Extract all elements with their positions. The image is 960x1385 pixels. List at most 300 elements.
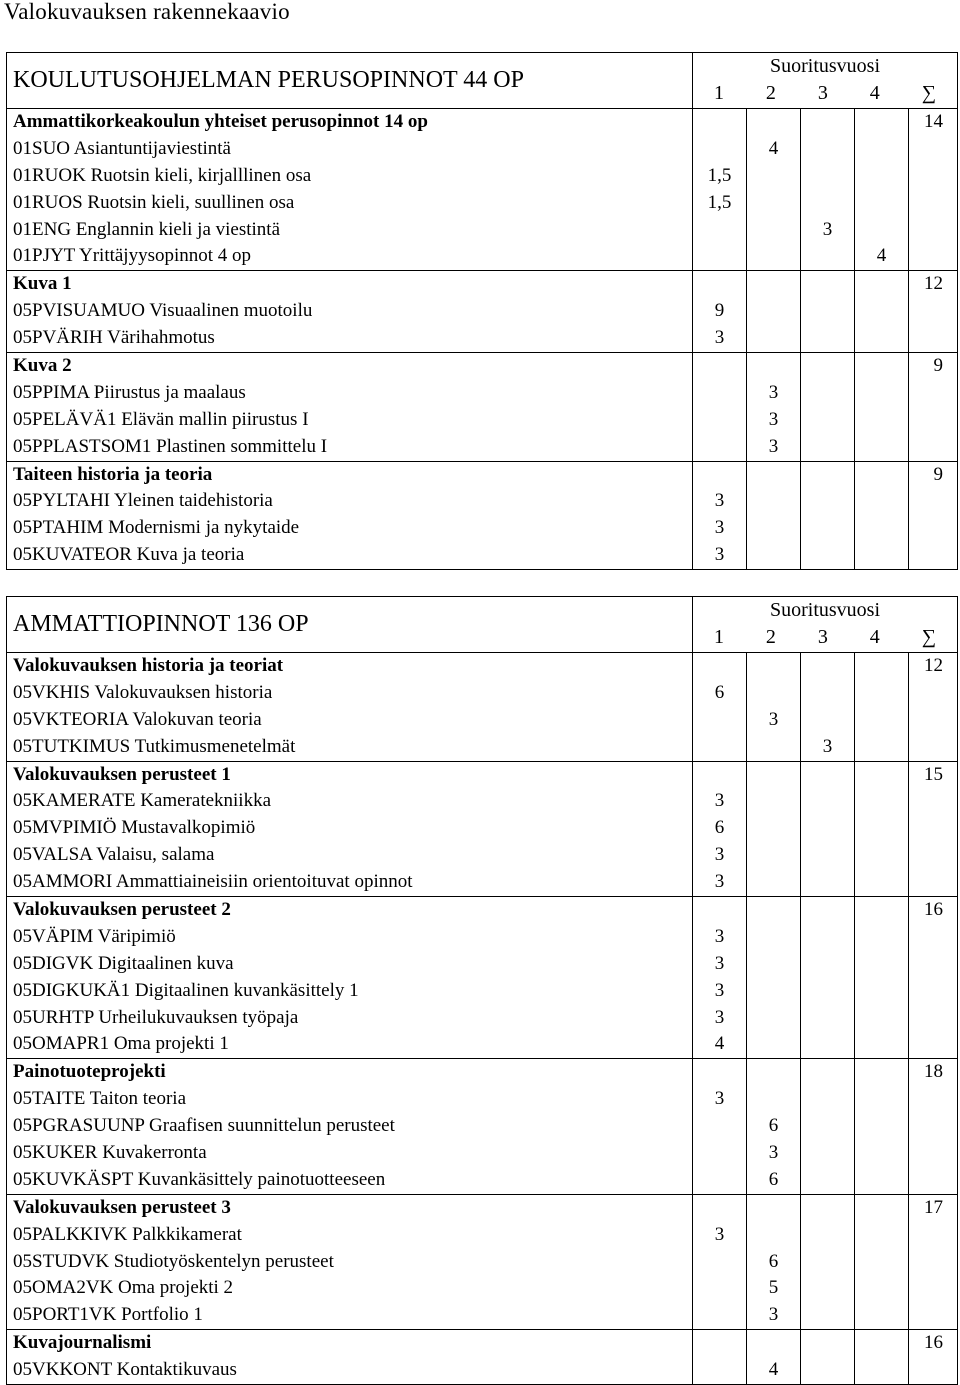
empty-credits xyxy=(855,542,908,569)
group-title-spacer xyxy=(855,1195,908,1222)
group-title-spacer xyxy=(693,353,746,380)
group-title-spacer xyxy=(747,1330,800,1357)
empty-credits xyxy=(693,1357,746,1384)
empty-credits xyxy=(747,680,800,707)
year-3-cell xyxy=(801,897,855,1059)
empty-credits xyxy=(801,680,854,707)
course-credits: 6 xyxy=(714,817,725,839)
empty-credits xyxy=(747,325,800,352)
year-numbers xyxy=(693,80,957,107)
course-list-cell xyxy=(7,1330,693,1385)
group-title-spacer xyxy=(855,353,908,380)
group-title-spacer xyxy=(693,897,746,924)
year-1-cell xyxy=(693,1194,747,1329)
course-list-cell xyxy=(7,1059,693,1194)
group-total: 16 xyxy=(924,1332,944,1354)
empty-credits xyxy=(747,190,800,217)
year-3-cell xyxy=(801,653,855,762)
course-group-row xyxy=(7,1330,958,1385)
year-4-cell xyxy=(855,653,909,762)
course-credits: 3 xyxy=(768,1142,779,1164)
empty-credits xyxy=(855,869,908,896)
course-name: 05PELÄVÄ1 Elävän mallin piirustus I xyxy=(13,408,309,430)
empty-credits xyxy=(855,734,908,761)
empty-credits xyxy=(801,542,854,569)
group-total-cell xyxy=(909,461,958,570)
course-credits: 3 xyxy=(714,871,725,893)
course-list-cell xyxy=(7,1194,693,1329)
empty-credits xyxy=(747,1031,800,1058)
empty-credits xyxy=(747,515,800,542)
empty-credits xyxy=(747,1222,800,1249)
empty-credits xyxy=(855,1140,908,1167)
course-list-cell xyxy=(7,271,693,353)
empty-credits xyxy=(855,190,908,217)
year-number: 3 xyxy=(817,81,828,104)
group-title-spacer xyxy=(855,462,908,489)
group-title-spacer xyxy=(747,271,800,298)
section-heading: KOULUTUSOHJELMAN PERUSOPINNOT 44 OP xyxy=(13,67,524,94)
empty-credits xyxy=(801,1086,854,1113)
empty-credits xyxy=(801,842,854,869)
course-name: 05URHTP Urheilukuvauksen työpaja xyxy=(13,1006,299,1028)
empty-credits xyxy=(801,1113,854,1140)
year-2-cell xyxy=(747,109,801,271)
year-1-cell xyxy=(693,109,747,271)
course-list-cell xyxy=(7,109,693,271)
empty-credits xyxy=(801,1222,854,1249)
table-header-row xyxy=(7,597,958,653)
empty-credits xyxy=(801,1005,854,1032)
course-name: 05PPLASTSOM1 Plastinen sommittelu I xyxy=(13,435,328,457)
course-name: 05TAITE Taiton teoria xyxy=(13,1088,187,1110)
empty-credits xyxy=(855,515,908,542)
empty-credits xyxy=(855,842,908,869)
year-3-cell xyxy=(801,1330,855,1385)
year-1-cell xyxy=(693,761,747,896)
course-name: 05KAMERATE Kameratekniikka xyxy=(13,790,272,812)
course-name: 05VKKONT Kontaktikuvaus xyxy=(13,1359,237,1381)
page-title: Valokuvauksen rakennekaavio xyxy=(4,0,290,24)
group-title-spacer xyxy=(801,897,854,924)
empty-credits xyxy=(693,407,746,434)
year-number: 3 xyxy=(817,625,828,648)
year-3-cell xyxy=(801,271,855,353)
empty-credits xyxy=(855,1167,908,1194)
group-total-cell xyxy=(909,897,958,1059)
empty-credits xyxy=(747,217,800,244)
course-credits: 3 xyxy=(714,1088,725,1110)
empty-credits xyxy=(855,1086,908,1113)
course-credits: 3 xyxy=(714,790,725,812)
year-number: 4 xyxy=(869,81,880,104)
course-credits: 6 xyxy=(768,1115,779,1137)
group-title: Valokuvauksen perusteet 3 xyxy=(13,1196,231,1218)
group-total-cell xyxy=(909,1194,958,1329)
group-total-cell xyxy=(909,1059,958,1194)
empty-credits xyxy=(693,1167,746,1194)
course-group-row xyxy=(7,109,958,271)
empty-credits xyxy=(855,488,908,515)
course-name: 05OMAPR1 Oma projekti 1 xyxy=(13,1033,229,1055)
empty-credits xyxy=(855,217,908,244)
year-1-cell xyxy=(693,271,747,353)
course-credits: 1,5 xyxy=(707,191,732,213)
group-title-spacer xyxy=(855,1059,908,1086)
year-3-cell xyxy=(801,1194,855,1329)
course-name: 05MVPIMIÖ Mustavalkopimiö xyxy=(13,817,256,839)
empty-credits xyxy=(747,1005,800,1032)
group-title-spacer xyxy=(855,897,908,924)
group-total: 9 xyxy=(933,463,944,485)
course-name: 05PVÄRIH Värihahmotus xyxy=(13,327,215,349)
empty-credits xyxy=(693,1302,746,1329)
empty-credits xyxy=(747,788,800,815)
course-group-row xyxy=(7,761,958,896)
empty-credits xyxy=(693,1140,746,1167)
course-credits: 3 xyxy=(714,844,725,866)
empty-credits xyxy=(801,243,854,270)
group-total-cell xyxy=(909,109,958,271)
course-name: 05KUVKÄSPT Kuvankäsittely painotuotteeseen xyxy=(13,1168,386,1190)
empty-credits xyxy=(855,298,908,325)
course-credits: 4 xyxy=(714,1033,725,1055)
year-1-cell xyxy=(693,653,747,762)
empty-credits xyxy=(747,869,800,896)
year-number: ∑ xyxy=(921,81,936,104)
course-name: 05VALSA Valaisu, salama xyxy=(13,844,215,866)
course-name: 05VKTEORIA Valokuvan teoria xyxy=(13,708,262,730)
year-4-cell xyxy=(855,461,909,570)
year-3-cell xyxy=(801,353,855,462)
empty-credits xyxy=(801,978,854,1005)
year-number: ∑ xyxy=(921,625,936,648)
empty-credits xyxy=(801,788,854,815)
course-credits: 3 xyxy=(714,952,725,974)
course-name: 05PTAHIM Modernismi ja nykytaide xyxy=(13,517,300,539)
course-group-row xyxy=(7,353,958,462)
section-heading-cell xyxy=(7,597,693,653)
course-name: 05KUKER Kuvakerronta xyxy=(13,1142,207,1164)
course-list-cell xyxy=(7,653,693,762)
year-1-cell xyxy=(693,1330,747,1385)
year-3-cell xyxy=(801,1059,855,1194)
empty-credits xyxy=(747,1086,800,1113)
course-group-row xyxy=(7,653,958,762)
year-number: 4 xyxy=(869,625,880,648)
group-title-spacer xyxy=(855,653,908,680)
empty-credits xyxy=(855,136,908,163)
group-total: 16 xyxy=(924,899,944,921)
group-title-spacer xyxy=(801,1195,854,1222)
course-name: 05DIGVK Digitaalinen kuva xyxy=(13,952,234,974)
section-heading: AMMATTIOPINNOT 136 OP xyxy=(13,611,309,638)
group-title-spacer xyxy=(693,109,746,136)
group-title-spacer xyxy=(747,462,800,489)
empty-credits xyxy=(801,407,854,434)
course-name: 05PPIMA Piirustus ja maalaus xyxy=(13,381,246,403)
empty-credits xyxy=(801,298,854,325)
group-total-cell xyxy=(909,353,958,462)
year-header-cell xyxy=(693,53,958,109)
course-credits: 3 xyxy=(768,708,779,730)
group-total: 14 xyxy=(924,111,944,132)
group-total-cell xyxy=(909,653,958,762)
group-title-spacer xyxy=(693,1059,746,1086)
course-group-row xyxy=(7,897,958,1059)
course-name: 05PALKKIVK Palkkikamerat xyxy=(13,1223,242,1245)
empty-credits xyxy=(747,542,800,569)
group-title-spacer xyxy=(693,1330,746,1357)
year-2-cell xyxy=(747,271,801,353)
course-credits: 6 xyxy=(768,1250,779,1272)
course-name: 01SUO Asiantuntijaviestintä xyxy=(13,137,231,159)
year-header-label: Suoritusvuosi xyxy=(769,599,881,621)
group-title-spacer xyxy=(855,1330,908,1357)
empty-credits xyxy=(855,1357,908,1384)
group-title-spacer xyxy=(693,462,746,489)
course-credits: 5 xyxy=(768,1277,779,1299)
course-credits: 3 xyxy=(768,381,779,403)
course-credits: 3 xyxy=(714,979,725,1001)
course-name: 05PORT1VK Portfolio 1 xyxy=(13,1304,203,1326)
basic-studies-table xyxy=(6,52,958,570)
empty-credits xyxy=(693,1275,746,1302)
empty-credits xyxy=(801,488,854,515)
empty-credits xyxy=(855,788,908,815)
year-1-cell xyxy=(693,461,747,570)
empty-credits xyxy=(693,734,746,761)
course-name: 05VKHIS Valokuvauksen historia xyxy=(13,681,273,703)
year-2-cell xyxy=(747,653,801,762)
empty-credits xyxy=(693,136,746,163)
group-title: Ammattikorkeakoulun yhteiset perusopinnot 14 op xyxy=(13,111,428,132)
table-header-row xyxy=(7,53,958,109)
empty-credits xyxy=(747,298,800,325)
empty-credits xyxy=(801,190,854,217)
empty-credits xyxy=(747,243,800,270)
empty-credits xyxy=(855,707,908,734)
course-name: 05PGRASUUNP Graafisen suunnittelun perusteet xyxy=(13,1115,395,1137)
empty-credits xyxy=(801,1249,854,1276)
group-title-spacer xyxy=(693,653,746,680)
course-group-row xyxy=(7,461,958,570)
course-group-row xyxy=(7,1194,958,1329)
group-title-spacer xyxy=(801,462,854,489)
year-4-cell xyxy=(855,109,909,271)
empty-credits xyxy=(855,978,908,1005)
year-2-cell xyxy=(747,761,801,896)
group-title-spacer xyxy=(801,762,854,789)
empty-credits xyxy=(855,924,908,951)
group-title: Taiteen historia ja teoria xyxy=(13,463,213,485)
year-4-cell xyxy=(855,897,909,1059)
empty-credits xyxy=(855,1302,908,1329)
group-total: 18 xyxy=(924,1061,944,1083)
empty-credits xyxy=(801,434,854,461)
year-3-cell xyxy=(801,761,855,896)
course-name: 05TUTKIMUS Tutkimusmenetelmät xyxy=(13,735,296,757)
empty-credits xyxy=(855,1031,908,1058)
empty-credits xyxy=(855,815,908,842)
group-title: Kuvajournalismi xyxy=(13,1332,152,1354)
year-1-cell xyxy=(693,897,747,1059)
group-title-spacer xyxy=(801,353,854,380)
group-total-cell xyxy=(909,1330,958,1385)
year-4-cell xyxy=(855,1330,909,1385)
course-credits: 3 xyxy=(714,327,725,349)
year-2-cell xyxy=(747,897,801,1059)
course-credits: 9 xyxy=(714,300,725,322)
empty-credits xyxy=(747,488,800,515)
year-numbers xyxy=(693,624,957,651)
empty-credits xyxy=(855,1249,908,1276)
group-title: Valokuvauksen perusteet 2 xyxy=(13,899,231,921)
year-3-cell xyxy=(801,109,855,271)
empty-credits xyxy=(801,1140,854,1167)
year-2-cell xyxy=(747,1330,801,1385)
course-credits: 3 xyxy=(768,435,779,457)
empty-credits xyxy=(747,924,800,951)
course-list-cell xyxy=(7,353,693,462)
group-total: 12 xyxy=(924,273,944,295)
year-number: 2 xyxy=(765,81,776,104)
empty-credits xyxy=(801,1275,854,1302)
group-title-spacer xyxy=(693,1195,746,1222)
empty-credits xyxy=(693,217,746,244)
course-credits: 4 xyxy=(768,137,779,159)
course-credits: 3 xyxy=(822,735,833,757)
empty-credits xyxy=(801,869,854,896)
year-4-cell xyxy=(855,1059,909,1194)
group-total-cell xyxy=(909,271,958,353)
empty-credits xyxy=(801,1167,854,1194)
year-2-cell xyxy=(747,461,801,570)
group-title-spacer xyxy=(801,1330,854,1357)
course-list-cell xyxy=(7,761,693,896)
year-2-cell xyxy=(747,1194,801,1329)
empty-credits xyxy=(693,1113,746,1140)
course-credits: 3 xyxy=(714,517,725,539)
course-credits: 3 xyxy=(768,408,779,430)
group-title-spacer xyxy=(747,109,800,136)
course-group-row xyxy=(7,271,958,353)
empty-credits xyxy=(693,243,746,270)
year-4-cell xyxy=(855,353,909,462)
group-title-spacer xyxy=(801,271,854,298)
empty-credits xyxy=(855,325,908,352)
professional-studies-table xyxy=(6,596,958,1385)
course-name: 05OMA2VK Oma projekti 2 xyxy=(13,1277,234,1299)
course-credits: 6 xyxy=(714,681,725,703)
year-number: 1 xyxy=(713,81,724,104)
course-name: 01RUOS Ruotsin kieli, suullinen osa xyxy=(13,191,295,213)
empty-credits xyxy=(801,136,854,163)
course-name: 05VÄPIM Väripimiö xyxy=(13,925,176,947)
empty-credits xyxy=(855,434,908,461)
year-number: 1 xyxy=(713,625,724,648)
empty-credits xyxy=(747,842,800,869)
empty-credits xyxy=(693,707,746,734)
course-credits: 1,5 xyxy=(707,164,732,186)
year-number: 2 xyxy=(765,625,776,648)
group-title-spacer xyxy=(693,271,746,298)
empty-credits xyxy=(747,978,800,1005)
course-name: 01PJYT Yrittäjyysopinnot 4 op xyxy=(13,245,252,267)
empty-credits xyxy=(855,1113,908,1140)
course-list-cell xyxy=(7,897,693,1059)
course-credits: 3 xyxy=(714,490,725,512)
group-title: Valokuvauksen historia ja teoriat xyxy=(13,655,284,676)
year-1-cell xyxy=(693,353,747,462)
group-total: 9 xyxy=(933,355,944,377)
empty-credits xyxy=(855,1275,908,1302)
group-title: Valokuvauksen perusteet 1 xyxy=(13,763,231,785)
empty-credits xyxy=(801,815,854,842)
empty-credits xyxy=(747,815,800,842)
course-list-cell xyxy=(7,461,693,570)
empty-credits xyxy=(801,707,854,734)
course-credits: 3 xyxy=(714,544,725,566)
empty-credits xyxy=(801,380,854,407)
group-title-spacer xyxy=(801,1059,854,1086)
empty-credits xyxy=(693,1249,746,1276)
empty-credits xyxy=(801,924,854,951)
empty-credits xyxy=(693,434,746,461)
course-credits: 3 xyxy=(822,218,833,240)
course-credits: 3 xyxy=(714,1223,725,1245)
group-title-spacer xyxy=(747,762,800,789)
course-credits: 3 xyxy=(714,925,725,947)
course-name: 01RUOK Ruotsin kieli, kirjalllinen osa xyxy=(13,164,312,186)
course-name: 05PYLTAHI Yleinen taidehistoria xyxy=(13,490,273,512)
empty-credits xyxy=(855,1005,908,1032)
empty-credits xyxy=(801,163,854,190)
empty-credits xyxy=(855,680,908,707)
course-name: 05AMMORI Ammattiaineisiin orientoituvat opinnot xyxy=(13,871,413,893)
course-name: 05DIGKUKÄ1 Digitaalinen kuvankäsittely 1 xyxy=(13,979,359,1001)
group-total: 15 xyxy=(924,763,944,785)
course-name: 05KUVATEOR Kuva ja teoria xyxy=(13,544,245,566)
empty-credits xyxy=(747,734,800,761)
empty-credits xyxy=(855,951,908,978)
year-3-cell xyxy=(801,461,855,570)
empty-credits xyxy=(747,163,800,190)
course-credits: 4 xyxy=(768,1359,779,1381)
course-credits: 4 xyxy=(876,245,887,267)
course-credits: 3 xyxy=(714,1006,725,1028)
group-title: Kuva 1 xyxy=(13,273,72,295)
year-4-cell xyxy=(855,761,909,896)
year-2-cell xyxy=(747,353,801,462)
group-title-spacer xyxy=(747,353,800,380)
empty-credits xyxy=(855,380,908,407)
year-header-label: Suoritusvuosi xyxy=(769,55,881,77)
empty-credits xyxy=(747,951,800,978)
year-1-cell xyxy=(693,1059,747,1194)
group-title-spacer xyxy=(801,653,854,680)
group-title-spacer xyxy=(855,109,908,136)
empty-credits xyxy=(855,1222,908,1249)
empty-credits xyxy=(801,1357,854,1384)
group-total: 12 xyxy=(924,655,944,676)
course-name: 05STUDVK Studiotyöskentelyn perusteet xyxy=(13,1250,334,1272)
empty-credits xyxy=(855,163,908,190)
year-2-cell xyxy=(747,1059,801,1194)
group-title: Painotuoteprojekti xyxy=(13,1061,166,1083)
year-header-cell xyxy=(693,597,958,653)
course-name: 05PVISUAMUO Visuaalinen muotoilu xyxy=(13,300,313,322)
